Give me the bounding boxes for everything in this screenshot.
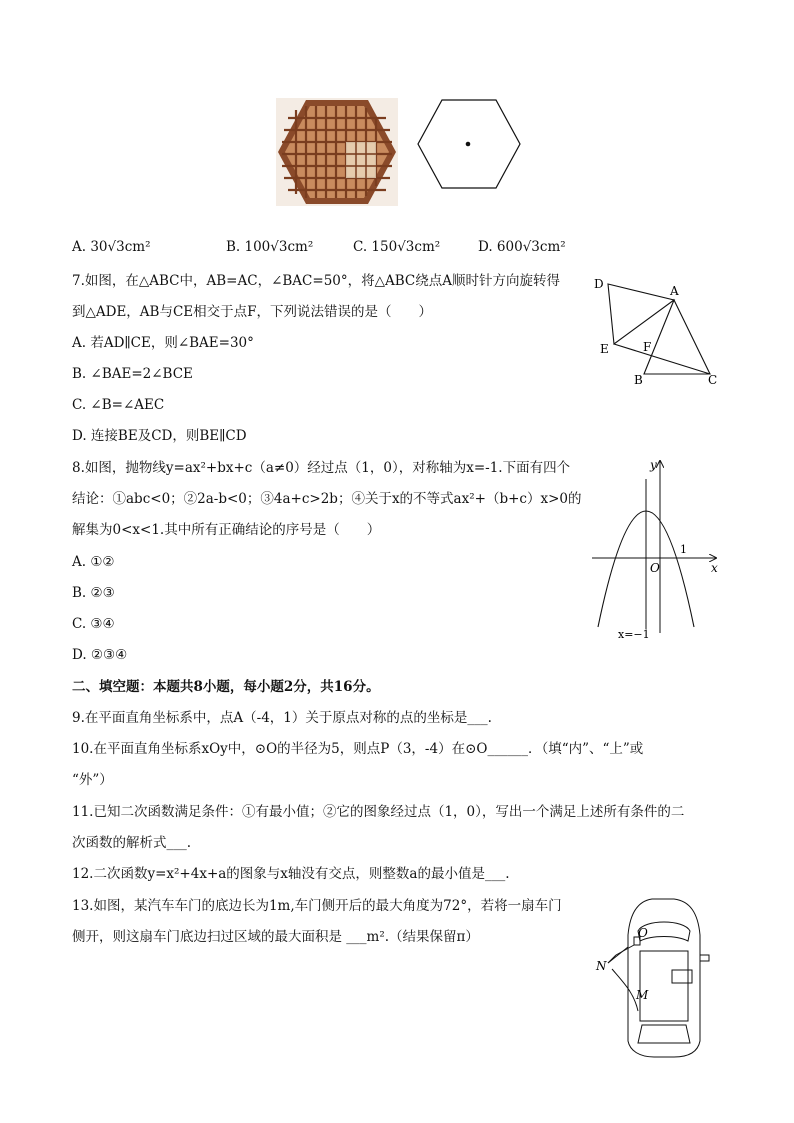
q7-label-d: D: [594, 277, 604, 291]
q11-stem-line-2: 次函数的解析式___.: [72, 835, 192, 851]
q8-option-b[interactable]: B. ②③: [72, 585, 115, 601]
q8-label-x: x: [711, 561, 718, 575]
hexagon-shelf-photo: [276, 98, 398, 206]
q10-stem-line-1: 10.在平面直角坐标系xOy中，⊙O的半径为5，则点P（3，-4）在⊙O______．（填“内”、“上”或: [72, 741, 644, 757]
q6-option-a[interactable]: A. 30√3cm²: [72, 239, 151, 255]
q10-stem-line-2: “外”）: [72, 772, 113, 788]
q8-label-origin: O: [650, 561, 660, 575]
q7-label-c: C: [708, 373, 718, 387]
q7-stem-line-2: 到△ADE，AB与CE相交于点F，下列说法错误的是（ ）: [72, 304, 433, 320]
q13-label-o: O: [638, 926, 648, 940]
q7-label-b: B: [634, 373, 643, 387]
q7-label-e: E: [600, 342, 609, 356]
q8-stem-line-2: 结论：①abc<0；②2a-b<0；③4a+c>2b；④关于x的不等式ax²+（b+c）x>0的: [72, 491, 582, 507]
q7-label-a: A: [670, 284, 679, 298]
q7-label-f: F: [643, 340, 652, 354]
q7-option-b[interactable]: B. ∠BAE=2∠BCE: [72, 366, 193, 382]
q6-option-c[interactable]: C. 150√3cm²: [353, 239, 441, 255]
q13-stem-line-2: 侧开，则这扇车门底边扫过区域的最大面积是 ___m².（结果保留π）: [72, 929, 479, 945]
q6-option-d[interactable]: D. 600√3cm²: [478, 239, 566, 255]
q12-stem: 12.二次函数y=x²+4x+a的图象与x轴没有交点，则整数a的最小值是___.: [72, 866, 510, 882]
q13-stem-line-1: 13.如图，某汽车车门的底边长为1m,车门侧开后的最大角度为72°，若将一扇车门: [72, 898, 562, 914]
q8-label-y: y: [650, 458, 657, 472]
q7-option-d[interactable]: D. 连接BE及CD，则BE∥CD: [72, 428, 247, 444]
q8-stem-line-3: 解集为0<x<1.其中所有正确结论的序号是（ ）: [72, 522, 381, 538]
q8-stem-line-1: 8.如图，抛物线y=ax²+bx+c（a≠0）经过点（1，0），对称轴为x=-1.下面有四个: [72, 460, 571, 476]
q6-option-b[interactable]: B. 100√3cm²: [226, 239, 314, 255]
q8-option-a[interactable]: A. ①②: [72, 554, 115, 570]
q8-label-axis: x=−1: [618, 628, 650, 641]
q13-label-n: N: [596, 959, 607, 973]
q13-label-m: M: [636, 988, 649, 1002]
q6-options: [72, 239, 572, 261]
q8-label-one: 1: [680, 543, 687, 556]
q7-triangle-figure: [588, 270, 728, 392]
q9-stem: 9.在平面直角坐标系中，点A（-4，1）关于原点对称的点的坐标是___.: [72, 710, 492, 726]
q8-parabola-figure: [588, 455, 728, 645]
hexagon-diagram: [416, 98, 522, 190]
q7-option-a[interactable]: A. 若AD∥CE，则∠BAE=30°: [72, 335, 254, 351]
q11-stem-line-1: 11.已知二次函数满足条件：①有最小值；②它的图象经过点（1，0），写出一个满足上述所有条件的二: [72, 804, 685, 820]
q7-stem-line-1: 7.如图，在△ABC中，AB=AC，∠BAC=50°，将△ABC绕点A顺时针方向旋转得: [72, 273, 561, 289]
section-2-heading: 二、填空题：本题共8小题，每小题2分，共16分。: [72, 679, 380, 695]
q7-option-c[interactable]: C. ∠B=∠AEC: [72, 397, 165, 413]
q13-car-door-figure: [594, 893, 724, 1059]
q8-option-c[interactable]: C. ③④: [72, 616, 115, 632]
q8-option-d[interactable]: D. ②③④: [72, 647, 128, 663]
